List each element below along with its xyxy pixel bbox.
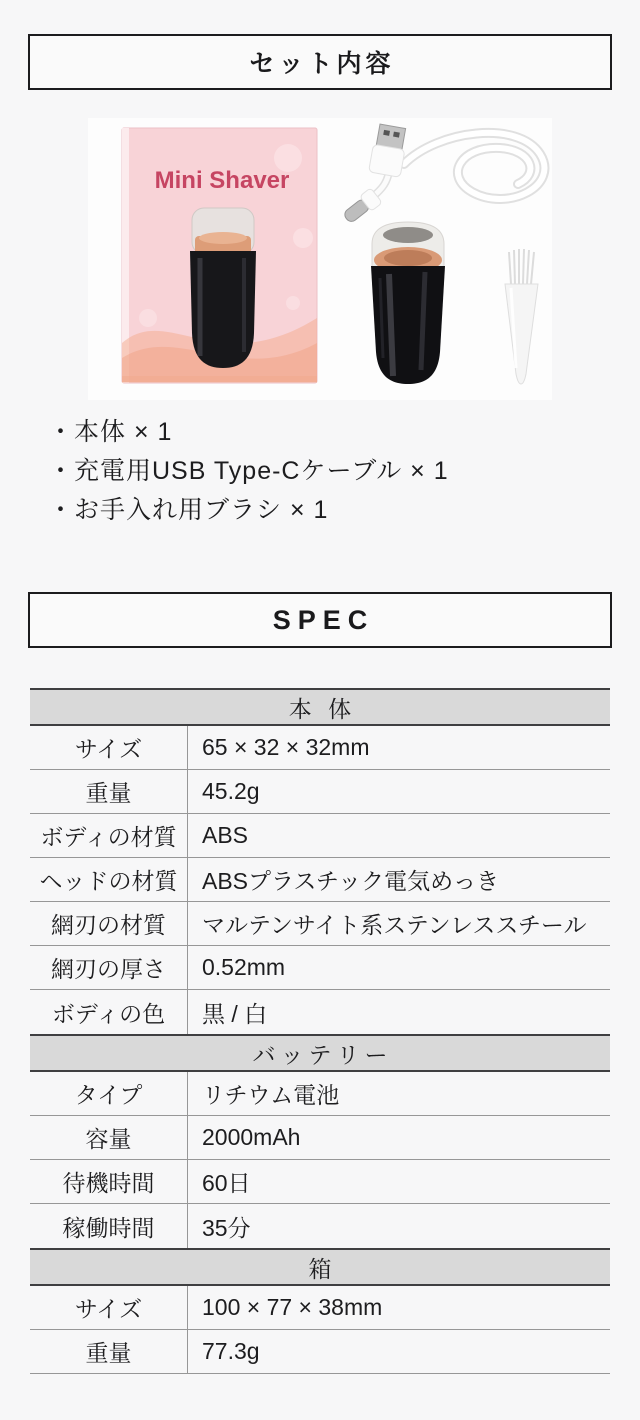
spec-row-value: ABSプラスチック電気めっき xyxy=(187,858,610,901)
spec-row-label: 重量 xyxy=(85,780,132,806)
spec-group xyxy=(30,1248,610,1374)
set-items-list xyxy=(48,413,449,530)
spec-row-value: 2000mAh xyxy=(187,1116,610,1159)
spec-row xyxy=(30,1330,610,1374)
spec-heading-label: SPEC xyxy=(272,604,375,635)
spec-row-value: 77.3g xyxy=(187,1330,610,1373)
spec-heading xyxy=(28,592,612,648)
spec-row-value: 45.2g xyxy=(187,770,610,813)
spec-row-value: 65 × 32 × 32mm xyxy=(187,726,610,769)
spec-row-label: 網刃の厚さ xyxy=(51,956,166,982)
spec-row xyxy=(30,726,610,770)
product-photo xyxy=(88,118,552,400)
shaver-device xyxy=(371,222,445,384)
spec-row xyxy=(30,814,610,858)
spec-row-value: リチウム電池 xyxy=(187,1072,610,1115)
spec-group-header: バッテリー xyxy=(30,1034,610,1072)
spec-row-label: 容量 xyxy=(85,1126,132,1152)
spec-row-label: 重量 xyxy=(85,1340,132,1366)
set-item-body: ・本体 × 1 xyxy=(48,418,173,446)
spec-row-label: 待機時間 xyxy=(62,1170,155,1196)
spec-row-value: 100 × 77 × 38mm xyxy=(187,1286,610,1329)
set-item-usb-cable: ・充電用USB Type-Cケーブル × 1 xyxy=(48,457,449,485)
spec-group xyxy=(30,1034,610,1248)
box-shaver-illustration xyxy=(190,208,256,368)
spec-row-label: タイプ xyxy=(74,1082,143,1108)
spec-row xyxy=(30,1072,610,1116)
spec-row-label: サイズ xyxy=(74,1296,143,1322)
spec-row-label: サイズ xyxy=(74,736,143,762)
spec-row-label: ヘッドの材質 xyxy=(39,868,178,894)
spec-row xyxy=(30,1204,610,1248)
box-title-text: Mini Shaver xyxy=(154,167,290,194)
spec-row-label: 稼働時間 xyxy=(62,1214,155,1241)
spec-row-label: 網刃の材質 xyxy=(51,912,166,938)
spec-row-value: 60日 xyxy=(187,1160,610,1203)
spec-group xyxy=(30,688,610,1034)
spec-row xyxy=(30,1160,610,1204)
spec-group-header: 箱 xyxy=(30,1248,610,1286)
spec-row xyxy=(30,946,610,990)
set-item-brush: ・お手入れ用ブラシ × 1 xyxy=(48,496,329,524)
spec-row xyxy=(30,770,610,814)
spec-row xyxy=(30,858,610,902)
spec-table xyxy=(30,688,610,1374)
set-contents-heading xyxy=(28,34,612,90)
spec-row-value: ABS xyxy=(187,814,610,857)
spec-row xyxy=(30,1116,610,1160)
spec-row-value: 0.52mm xyxy=(187,946,610,989)
spec-row xyxy=(30,1286,610,1330)
spec-row-label: ボディの材質 xyxy=(40,824,177,850)
spec-group-header: 本 体 xyxy=(30,688,610,726)
spec-row xyxy=(30,990,610,1034)
set-contents-heading-label: セット内容 xyxy=(249,50,395,78)
spec-row-value: 黒 / 白 xyxy=(187,990,610,1034)
spec-row xyxy=(30,902,610,946)
spec-row-value: 35分 xyxy=(187,1204,610,1248)
product-box-packaging xyxy=(122,128,317,383)
spec-row-label: ボディの色 xyxy=(51,1000,166,1027)
spec-row-value: マルテンサイト系ステンレススチール xyxy=(187,902,610,945)
product-photo-image xyxy=(88,118,552,400)
